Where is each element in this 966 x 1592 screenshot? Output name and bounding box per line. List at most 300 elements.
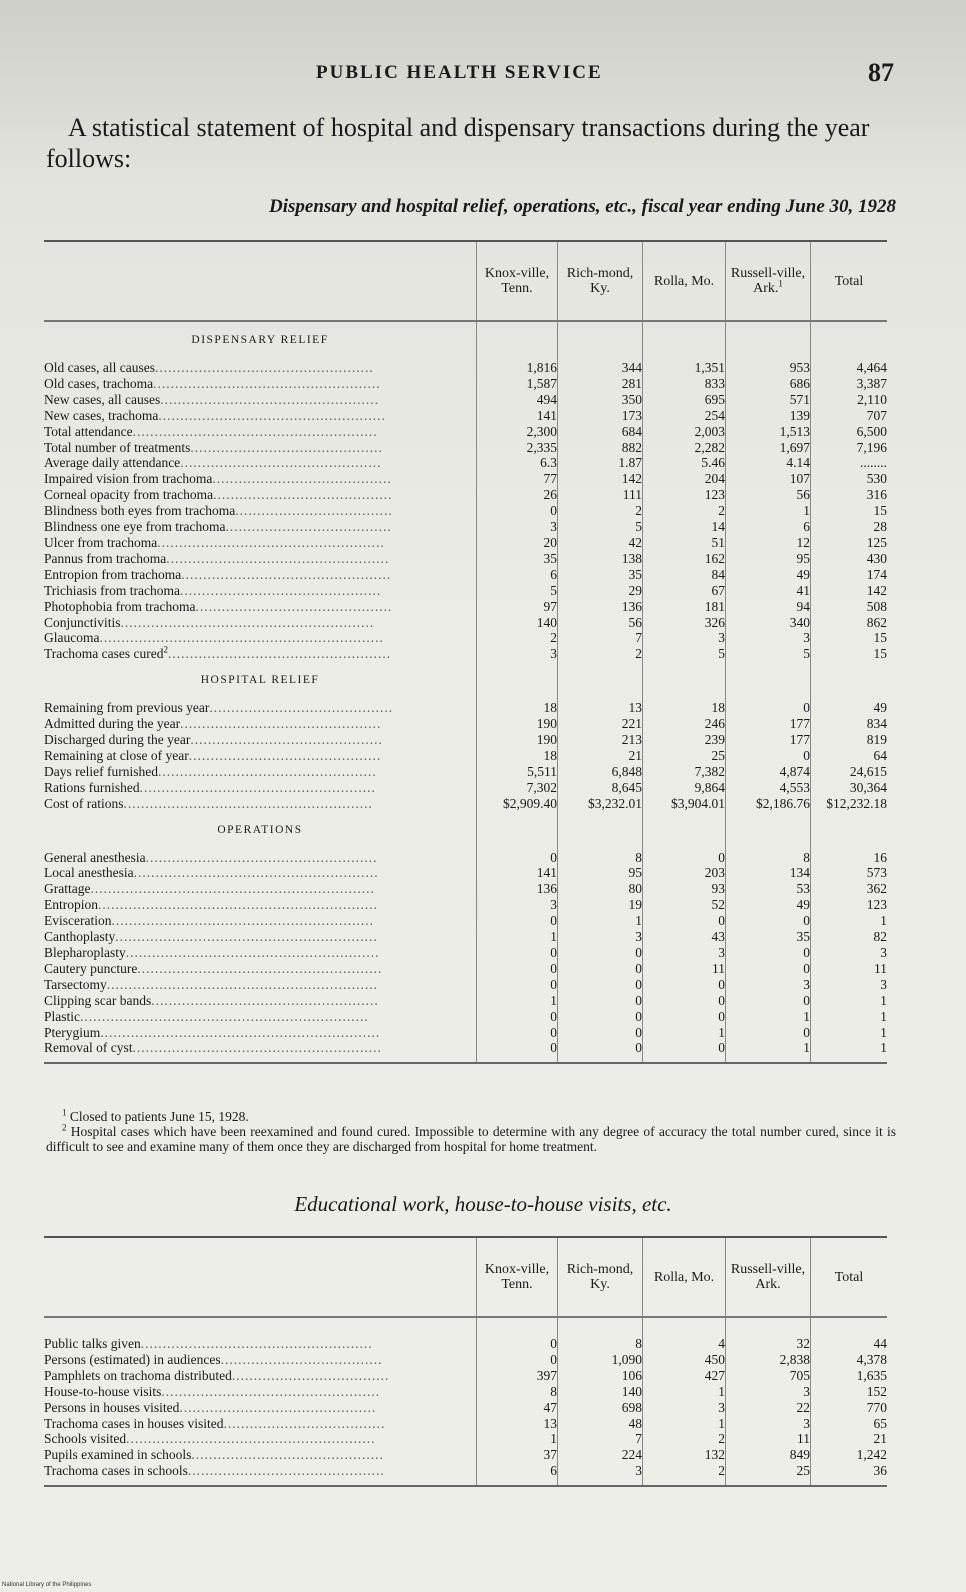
cell-value: 1,090 bbox=[558, 1352, 643, 1368]
row-label: Local anesthesia........................................................ bbox=[44, 865, 379, 881]
cell-value: 36 bbox=[811, 1463, 888, 1486]
dot-leader: ............................................. bbox=[179, 1399, 377, 1415]
cell-value: 0 bbox=[558, 945, 643, 961]
table-row bbox=[44, 929, 887, 945]
row-label: Public talks given..................................................... bbox=[44, 1336, 373, 1351]
cell-value: 30,364 bbox=[811, 780, 888, 796]
cell-value: 95 bbox=[726, 551, 811, 567]
table-row bbox=[44, 503, 887, 519]
row-label: Plastic.................................................................. bbox=[44, 1008, 369, 1024]
cell-value: 684 bbox=[558, 424, 643, 440]
dot-leader: ................................................................. bbox=[99, 630, 384, 646]
column-spacer bbox=[726, 662, 811, 700]
table-row bbox=[44, 1368, 887, 1384]
row-label: Cost of rations......................................................... bbox=[44, 795, 373, 811]
row-label: Rations furnished...................................................... bbox=[44, 779, 376, 795]
cell-value: 494 bbox=[477, 392, 558, 408]
dot-leader: ......................................................... bbox=[126, 1431, 376, 1447]
dot-leader: ..................................... bbox=[220, 1351, 383, 1367]
cell-value: 95 bbox=[558, 865, 643, 881]
cell-value: 49 bbox=[726, 567, 811, 583]
row-label: Grattage................................................................. bbox=[44, 881, 375, 897]
dot-leader: .................................................. bbox=[161, 1383, 381, 1399]
dot-leader: ........................................................ bbox=[133, 865, 379, 881]
educational-work-table bbox=[44, 1236, 887, 1487]
column-spacer bbox=[558, 662, 643, 700]
cell-value: 140 bbox=[558, 1384, 643, 1400]
cell-value: 2,003 bbox=[643, 424, 726, 440]
cell-value: 430 bbox=[811, 551, 888, 567]
cell-value: 834 bbox=[811, 716, 888, 732]
table-row bbox=[44, 360, 887, 376]
column-spacer bbox=[558, 321, 643, 360]
dot-leader: ...................................................... bbox=[139, 779, 376, 795]
cell-value: 107 bbox=[726, 471, 811, 487]
cell-value: 12 bbox=[726, 535, 811, 551]
table-row bbox=[44, 392, 887, 408]
cell-value: 0 bbox=[477, 1025, 558, 1041]
dot-leader: ............................................................ bbox=[115, 929, 378, 945]
cell-value: 174 bbox=[811, 567, 888, 583]
cell-value: 239 bbox=[643, 732, 726, 748]
cell-value: 1 bbox=[477, 993, 558, 1009]
cell-value: 21 bbox=[811, 1431, 888, 1447]
cell-value: 953 bbox=[726, 360, 811, 376]
cell-value: 65 bbox=[811, 1416, 888, 1432]
table2-caption: Educational work, house-to-house visits, etc. bbox=[294, 1192, 672, 1216]
cell-value: 1 bbox=[726, 503, 811, 519]
footnote-marker: 2 bbox=[163, 646, 168, 655]
cell-value: 224 bbox=[558, 1447, 643, 1463]
table-row bbox=[44, 424, 887, 440]
cell-value: 35 bbox=[477, 551, 558, 567]
cell-value: 2,110 bbox=[811, 392, 888, 408]
cell-value: 0 bbox=[643, 993, 726, 1009]
cell-value: 2 bbox=[643, 503, 726, 519]
cell-value: 53 bbox=[726, 881, 811, 897]
cell-value: 3 bbox=[643, 1400, 726, 1416]
cell-value: 0 bbox=[643, 1009, 726, 1025]
cell-value: 0 bbox=[477, 913, 558, 929]
table-row bbox=[44, 535, 887, 551]
cell-value: 326 bbox=[643, 615, 726, 631]
row-label: Blindness both eyes from trachoma.................................... bbox=[44, 503, 393, 519]
cell-value: 3 bbox=[726, 1384, 811, 1400]
table-row bbox=[44, 376, 887, 392]
dot-leader: .......................................................... bbox=[125, 945, 380, 960]
cell-value: 25 bbox=[726, 1463, 811, 1486]
cell-value: 204 bbox=[643, 471, 726, 487]
cell-value: 18 bbox=[477, 748, 558, 764]
dot-leader: .................................................... bbox=[158, 407, 386, 423]
cell-value: 3 bbox=[477, 897, 558, 913]
table-row bbox=[44, 1400, 887, 1416]
cell-value: 93 bbox=[643, 881, 726, 897]
dot-leader: .................................................... bbox=[151, 992, 379, 1008]
dot-leader: .................................................... bbox=[157, 534, 385, 550]
cell-value: 141 bbox=[477, 408, 558, 424]
row-label: Conjunctivitis.......................................................... bbox=[44, 614, 375, 630]
cell-value: 56 bbox=[726, 487, 811, 503]
column-spacer bbox=[811, 812, 888, 850]
cell-value: 6 bbox=[477, 567, 558, 583]
row-label: Ulcer from trachoma.................................................... bbox=[44, 534, 385, 550]
cell-value: 0 bbox=[558, 961, 643, 977]
dot-leader: ................................................ bbox=[181, 566, 392, 582]
table-row bbox=[44, 764, 887, 780]
cell-value: 6 bbox=[477, 1463, 558, 1486]
dot-leader: ......................................................... bbox=[132, 1040, 382, 1056]
spacer-row bbox=[44, 1317, 887, 1336]
cell-value: 22 bbox=[726, 1400, 811, 1416]
cell-value: 106 bbox=[558, 1368, 643, 1384]
page-number: 87 bbox=[868, 58, 894, 87]
cell-value: 142 bbox=[558, 471, 643, 487]
cell-value: 181 bbox=[643, 599, 726, 615]
cell-value: 571 bbox=[726, 392, 811, 408]
cell-value: 111 bbox=[558, 487, 643, 503]
cell-value: 123 bbox=[811, 897, 888, 913]
table-row bbox=[44, 716, 887, 732]
cell-value: 350 bbox=[558, 392, 643, 408]
cell-value: $3,904.01 bbox=[643, 796, 726, 812]
cell-value: 15 bbox=[811, 503, 888, 519]
cell-value: 1 bbox=[726, 1009, 811, 1025]
cell-value: 139 bbox=[726, 408, 811, 424]
row-label: Remaining from previous year.......................................... bbox=[44, 700, 394, 716]
cell-value: 3 bbox=[477, 646, 558, 662]
column-spacer bbox=[726, 321, 811, 360]
cell-value: 1 bbox=[811, 1025, 888, 1041]
row-label: New cases, all causes.................................................. bbox=[44, 391, 379, 407]
cell-value: 24,615 bbox=[811, 764, 888, 780]
cell-value: 1 bbox=[811, 993, 888, 1009]
cell-value: 29 bbox=[558, 583, 643, 599]
dot-leader: ..................................... bbox=[223, 1415, 386, 1431]
cell-value: 5 bbox=[643, 646, 726, 662]
row-label: Entropion from trachoma................................................ bbox=[44, 566, 392, 582]
row-label: Discharged during the year............................................ bbox=[44, 732, 383, 748]
cell-value: 3 bbox=[643, 630, 726, 646]
table-row bbox=[44, 1009, 887, 1025]
dot-leader: ............................................ bbox=[190, 439, 383, 455]
column-spacer bbox=[558, 812, 643, 850]
section-title: OPERATIONS bbox=[217, 823, 303, 836]
dispensary-hospital-table bbox=[44, 240, 887, 1064]
row-label: Clipping scar bands.................................................... bbox=[44, 992, 379, 1008]
cell-value: 1 bbox=[726, 1040, 811, 1063]
cell-value: 18 bbox=[477, 700, 558, 716]
dot-leader: .............................................................. bbox=[106, 976, 379, 992]
cell-value: 6,848 bbox=[558, 764, 643, 780]
dot-leader: ............................................ bbox=[191, 1447, 384, 1463]
table-row bbox=[44, 897, 887, 913]
row-label: Total attendance........................................................ bbox=[44, 423, 378, 439]
cell-value: 0 bbox=[558, 1009, 643, 1025]
cell-value: 134 bbox=[726, 865, 811, 881]
cell-value: 0 bbox=[726, 913, 811, 929]
cell-value: 0 bbox=[477, 977, 558, 993]
cell-value: 20 bbox=[477, 535, 558, 551]
row-label: General anesthesia..................................................... bbox=[44, 849, 378, 865]
cell-value: 190 bbox=[477, 732, 558, 748]
library-imprint: National Library of the Philippines bbox=[2, 1582, 92, 1588]
cell-value: 13 bbox=[558, 700, 643, 716]
cell-value: 0 bbox=[558, 1025, 643, 1041]
cell-value: 11 bbox=[643, 961, 726, 977]
cell-value: 2 bbox=[643, 1431, 726, 1447]
dot-leader: ...................................... bbox=[225, 519, 392, 535]
cell-value: 5,511 bbox=[477, 764, 558, 780]
cell-value: 1 bbox=[811, 1040, 888, 1063]
cell-value: 28 bbox=[811, 519, 888, 535]
cell-value: 1 bbox=[643, 1416, 726, 1432]
column-spacer bbox=[477, 812, 558, 850]
cell-value: 4.14 bbox=[726, 455, 811, 471]
row-label: Evisceration............................................................ bbox=[44, 913, 374, 929]
cell-value: 0 bbox=[477, 945, 558, 961]
table-row bbox=[44, 748, 887, 764]
dot-leader: ................................................................. bbox=[90, 881, 375, 897]
cell-value: 8 bbox=[726, 850, 811, 866]
cell-value: 8 bbox=[558, 850, 643, 866]
cell-value: 82 bbox=[811, 929, 888, 945]
cell-value: 16 bbox=[811, 850, 888, 866]
row-label: Pannus from trachoma................................................... bbox=[44, 550, 390, 566]
cell-value: 849 bbox=[726, 1447, 811, 1463]
cell-value: 450 bbox=[643, 1352, 726, 1368]
cell-value: 47 bbox=[477, 1400, 558, 1416]
cell-value: 1 bbox=[811, 1009, 888, 1025]
row-label: Admitted during the year.............................................. bbox=[44, 716, 382, 732]
cell-value: 7 bbox=[558, 1431, 643, 1447]
dot-leader: ......................................... bbox=[213, 487, 393, 503]
dot-leader: ............................................. bbox=[187, 1463, 385, 1479]
row-label: Average daily attendance.............................................. bbox=[44, 455, 382, 471]
cell-value: 0 bbox=[726, 1025, 811, 1041]
cell-value: 0 bbox=[477, 1009, 558, 1025]
cell-value: $12,232.18 bbox=[811, 796, 888, 812]
table-row bbox=[44, 1040, 887, 1063]
cell-value: 11 bbox=[811, 961, 888, 977]
cell-value: 97 bbox=[477, 599, 558, 615]
column-spacer bbox=[643, 662, 726, 700]
table-row bbox=[44, 599, 887, 615]
cell-value: 3 bbox=[558, 1463, 643, 1486]
table-row bbox=[44, 408, 887, 424]
row-label: Pupils examined in schools............................................ bbox=[44, 1447, 384, 1463]
cell-value: 51 bbox=[643, 535, 726, 551]
cell-value: 0 bbox=[477, 850, 558, 866]
cell-value: 2 bbox=[477, 630, 558, 646]
row-label: Pamphlets on trachoma distributed.................................... bbox=[44, 1367, 390, 1383]
cell-value: 141 bbox=[477, 865, 558, 881]
running-head: PUBLIC HEALTH SERVICE bbox=[316, 62, 603, 83]
cell-value: 64 bbox=[811, 748, 888, 764]
cell-value: 142 bbox=[811, 583, 888, 599]
dot-leader: .................................................... bbox=[153, 375, 381, 391]
cell-value: 5 bbox=[477, 583, 558, 599]
table-row bbox=[44, 881, 887, 897]
table-row bbox=[44, 850, 887, 866]
table-row bbox=[44, 865, 887, 881]
cell-value: 7,382 bbox=[643, 764, 726, 780]
cell-value: 0 bbox=[726, 748, 811, 764]
dot-leader: ................................................... bbox=[167, 646, 392, 662]
cell-value: 316 bbox=[811, 487, 888, 503]
dot-leader: ............................................................ bbox=[111, 913, 374, 929]
cell-value: 35 bbox=[726, 929, 811, 945]
table2-col-header: Total bbox=[811, 1237, 888, 1317]
cell-value: 3 bbox=[558, 929, 643, 945]
cell-value: 1 bbox=[643, 1384, 726, 1400]
cell-value: 0 bbox=[726, 961, 811, 977]
table1-col-header: Rich-mond, Ky. bbox=[558, 241, 643, 321]
column-spacer bbox=[477, 662, 558, 700]
cell-value: 41 bbox=[726, 583, 811, 599]
cell-value: 5.46 bbox=[643, 455, 726, 471]
cell-value: 2,282 bbox=[643, 440, 726, 456]
cell-value: 0 bbox=[477, 1352, 558, 1368]
cell-value: 44 bbox=[811, 1336, 888, 1352]
row-label: Schools visited......................................................... bbox=[44, 1431, 376, 1447]
cell-value: 1,816 bbox=[477, 360, 558, 376]
intro-paragraph: A statistical statement of hospital and dispensary transactions during the year follows: bbox=[46, 113, 870, 173]
cell-value: 37 bbox=[477, 1447, 558, 1463]
column-spacer bbox=[643, 321, 726, 360]
row-label: Tarsectomy.............................................................. bbox=[44, 976, 379, 992]
table-row bbox=[44, 1447, 887, 1463]
table-row bbox=[44, 1416, 887, 1432]
cell-value: 1 bbox=[643, 1025, 726, 1041]
dot-leader: .................................................................. bbox=[80, 1008, 369, 1024]
column-spacer bbox=[811, 321, 888, 360]
table1-col-header: Rolla, Mo. bbox=[643, 241, 726, 321]
table-row bbox=[44, 796, 887, 812]
page-header bbox=[0, 58, 966, 96]
cell-value: 49 bbox=[811, 700, 888, 716]
cell-value: ........ bbox=[811, 455, 888, 471]
cell-value: 4,378 bbox=[811, 1352, 888, 1368]
table-row bbox=[44, 1384, 887, 1400]
dot-leader: ..................................................... bbox=[145, 849, 378, 865]
dot-leader: .......................................................... bbox=[120, 614, 375, 630]
row-label: Total number of treatments............................................ bbox=[44, 439, 383, 455]
cell-value: 221 bbox=[558, 716, 643, 732]
cell-value: 3 bbox=[643, 945, 726, 961]
cell-value: 362 bbox=[811, 881, 888, 897]
cell-value: 8,645 bbox=[558, 780, 643, 796]
row-label: Trachoma cases cured$^2$................................................... bbox=[44, 646, 392, 662]
column-spacer bbox=[811, 662, 888, 700]
table-row bbox=[44, 630, 887, 646]
cell-value: 25 bbox=[643, 748, 726, 764]
table1-col-header: Total bbox=[811, 241, 888, 321]
cell-value: 707 bbox=[811, 408, 888, 424]
cell-value: 2 bbox=[643, 1463, 726, 1486]
table-row bbox=[44, 551, 887, 567]
cell-value: 9,864 bbox=[643, 780, 726, 796]
table-row bbox=[44, 440, 887, 456]
table-row bbox=[44, 1025, 887, 1041]
row-label: Pterygium................................................................ bbox=[44, 1024, 381, 1040]
cell-value: 0 bbox=[477, 1040, 558, 1063]
table-row bbox=[44, 945, 887, 961]
cell-value: 4,874 bbox=[726, 764, 811, 780]
cell-value: 67 bbox=[643, 583, 726, 599]
table1-col-header: Knox-ville, Tenn. bbox=[477, 241, 558, 321]
cell-value: 43 bbox=[643, 929, 726, 945]
cell-value: 3 bbox=[477, 519, 558, 535]
cell-value: 42 bbox=[558, 535, 643, 551]
cell-value: 3 bbox=[811, 977, 888, 993]
cell-value: 2,838 bbox=[726, 1352, 811, 1368]
cell-value: 162 bbox=[643, 551, 726, 567]
cell-value: 0 bbox=[558, 1040, 643, 1063]
cell-value: 2,335 bbox=[477, 440, 558, 456]
dot-leader: .......................................... bbox=[209, 700, 394, 716]
cell-value: 138 bbox=[558, 551, 643, 567]
cell-value: 132 bbox=[643, 1447, 726, 1463]
table1-col-header: Russell-ville, Ark.$^1$ bbox=[726, 241, 811, 321]
table-row bbox=[44, 913, 887, 929]
table-row bbox=[44, 1463, 887, 1486]
cell-value: 573 bbox=[811, 865, 888, 881]
row-label: House-to-house visits.................................................. bbox=[44, 1383, 381, 1399]
cell-value: 6.3 bbox=[477, 455, 558, 471]
footnote-marker: 1 bbox=[778, 278, 783, 289]
dot-leader: .................................... bbox=[235, 503, 393, 519]
cell-value: 686 bbox=[726, 376, 811, 392]
footnote-1: $^1$ Closed to patients June 15, 1928. bbox=[62, 1107, 249, 1124]
cell-value: $2,909.40 bbox=[477, 796, 558, 812]
table2-stub-header bbox=[44, 1237, 477, 1317]
cell-value: 190 bbox=[477, 716, 558, 732]
cell-value: 203 bbox=[643, 865, 726, 881]
row-label: Photophobia from trachoma............................................. bbox=[44, 598, 393, 614]
cell-value: 340 bbox=[726, 615, 811, 631]
row-label: Trichiasis from trachoma.............................................. bbox=[44, 582, 382, 598]
section-heading-row bbox=[44, 321, 887, 360]
cell-value: 705 bbox=[726, 1368, 811, 1384]
section-heading-row bbox=[44, 662, 887, 700]
cell-value: 8 bbox=[558, 1336, 643, 1352]
row-label: Persons (estimated) in audiences..................................... bbox=[44, 1351, 383, 1367]
cell-value: 21 bbox=[558, 748, 643, 764]
footnotes bbox=[46, 1109, 896, 1154]
cell-value: 0 bbox=[726, 945, 811, 961]
cell-value: 882 bbox=[558, 440, 643, 456]
dot-leader: .................................................. bbox=[160, 391, 379, 407]
cell-value: 508 bbox=[811, 599, 888, 615]
table2-col-header: Russell-ville, Ark. bbox=[726, 1237, 811, 1317]
row-label: Glaucoma................................................................. bbox=[44, 630, 384, 646]
section-heading-row bbox=[44, 812, 887, 850]
dot-leader: .................................................. bbox=[157, 763, 377, 779]
cell-value: 1,513 bbox=[726, 424, 811, 440]
cell-value: 56 bbox=[558, 615, 643, 631]
table-row bbox=[44, 700, 887, 716]
dot-leader: .............................................. bbox=[180, 455, 382, 471]
row-label: Entropion................................................................ bbox=[44, 897, 378, 913]
table-row bbox=[44, 455, 887, 471]
cell-value: 6 bbox=[726, 519, 811, 535]
cell-value: $3,232.01 bbox=[558, 796, 643, 812]
table1-caption: Dispensary and hospital relief, operations, etc., fiscal year ending June 30, 1928 bbox=[269, 196, 896, 217]
cell-value: 84 bbox=[643, 567, 726, 583]
cell-value: 281 bbox=[558, 376, 643, 392]
column-spacer bbox=[477, 321, 558, 360]
